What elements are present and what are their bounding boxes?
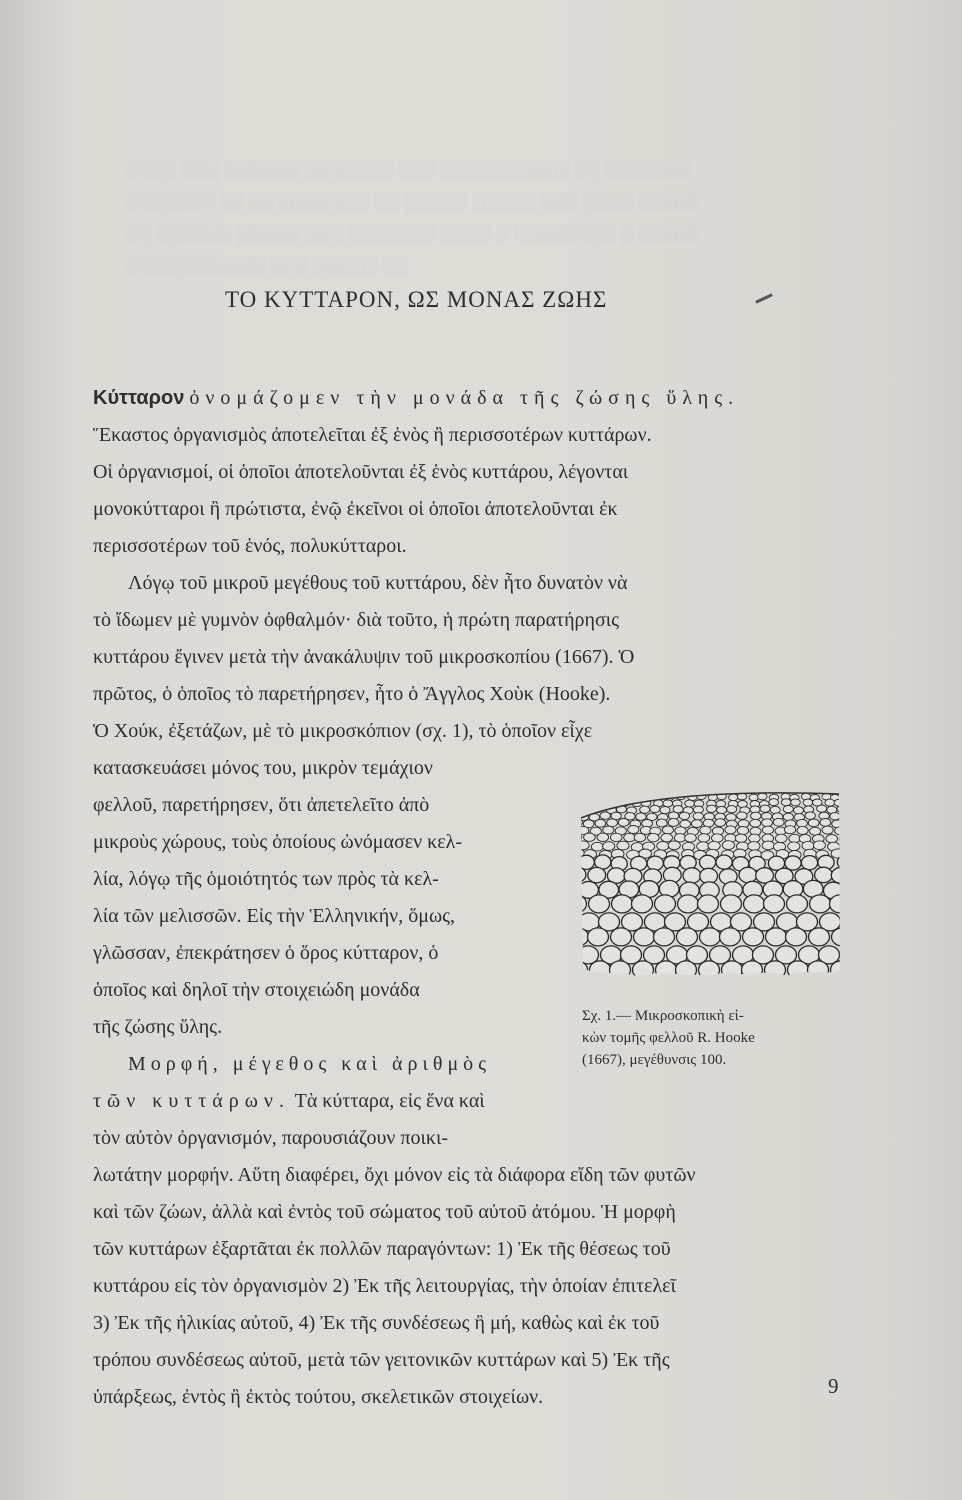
cell xyxy=(584,833,596,841)
cell xyxy=(805,812,815,819)
paragraph-1-line-1 xyxy=(93,383,839,413)
cell xyxy=(722,961,743,979)
text-line: φελλοῦ, παρετήρησεν, ὅτι ἀπετελεῖτο ἀπὸ xyxy=(93,794,430,816)
cell xyxy=(577,793,581,800)
cell xyxy=(841,979,843,983)
cell xyxy=(624,794,633,801)
cell xyxy=(786,928,807,946)
cell xyxy=(831,868,842,883)
cell xyxy=(834,799,842,806)
cell xyxy=(583,794,592,801)
cell xyxy=(820,819,831,827)
cell xyxy=(817,805,827,812)
cell xyxy=(773,818,784,826)
cell xyxy=(648,833,660,841)
cell xyxy=(744,895,765,913)
cell xyxy=(770,806,780,813)
cell xyxy=(743,928,764,946)
spaced-text: ὀνομάζομεν τὴν μονάδα τῆς ζώσης ὕλης. xyxy=(189,387,740,409)
bleed-through-text: ░░░░░░░░░░░ ░░░ ░░░░░ ░░ xyxy=(125,256,407,276)
cell xyxy=(693,806,703,813)
text-line: μικροὺς χώρους, τοὺς ὁποίους ὠνόμασεν κελ- xyxy=(93,831,463,853)
cell xyxy=(749,794,758,801)
text-line: τὸ ἴδωμεν μὲ γυμνὸν ὀφθαλμόν· διὰ τοῦτο, ἡ πρώτη παρατήρησις xyxy=(93,609,620,631)
cell xyxy=(677,928,698,946)
cell xyxy=(700,826,711,834)
cell xyxy=(699,961,720,979)
cell xyxy=(837,805,842,812)
cell xyxy=(769,799,779,806)
figure-caption-line-3: (1667), μεγέθυνσις 100. xyxy=(582,1052,727,1068)
figure-caption-line-2: κὼν τομῆς φελλοῦ R. Hooke xyxy=(582,1030,755,1046)
cell xyxy=(727,806,737,813)
pencil-mark xyxy=(755,293,773,303)
cell xyxy=(588,867,606,882)
cell xyxy=(748,842,760,851)
text-line: τῆς ζώσης ὕλης. xyxy=(93,1016,223,1038)
cell xyxy=(600,979,621,983)
cell xyxy=(611,928,632,946)
cell xyxy=(692,820,703,828)
cell xyxy=(666,979,687,983)
cell xyxy=(577,841,589,850)
section-heading-continued: τῶν κυττάρων. xyxy=(93,1090,290,1112)
cell-grid xyxy=(577,793,842,983)
cell xyxy=(588,928,609,946)
cell xyxy=(831,849,842,858)
cell xyxy=(766,928,787,946)
cell xyxy=(660,807,670,814)
cell xyxy=(679,812,689,819)
cell xyxy=(787,895,808,913)
cell xyxy=(742,961,763,979)
text-line: Λόγῳ τοῦ μικροῦ μεγέθους τοῦ κυττάρου, δὲν ἦτο δυνατὸν νὰ xyxy=(128,572,628,594)
page-title: ΤΟ ΚΥΤΤΑΡΟΝ, ΩΣ ΜΟΝΑΣ ΖΩΗΣ xyxy=(225,287,608,312)
text-line: περισσοτέρων τοῦ ἑνός, πολυκύτταροι. xyxy=(93,535,407,557)
cell xyxy=(634,833,646,841)
cell xyxy=(737,827,748,835)
section-heading: Μορφή, μέγεθος καὶ ἀριθμὸς xyxy=(128,1053,492,1075)
text-line: Οἱ ὀργανισμοί, οἱ ὁποῖοι ἀποτελοῦνται ἐξ ἑνὸς κυττάρου, λέγονται xyxy=(93,461,629,483)
cell xyxy=(809,928,830,946)
cell xyxy=(707,805,717,812)
cell xyxy=(798,979,819,983)
cell xyxy=(788,961,809,979)
cell xyxy=(663,800,673,807)
cell xyxy=(708,841,720,850)
cell xyxy=(685,800,695,807)
cell xyxy=(810,827,821,835)
text-line: τῶν κυττάρων ἐξαρτᾶται ἐκ πολλῶν παραγόντων: 1) Ἐκ τῆς θέσεως τοῦ xyxy=(93,1238,671,1260)
text-fragment: Τὰ κύτταρα, εἰς ἕνα καὶ xyxy=(294,1090,485,1112)
text-line: ὁποῖος καὶ δηλοῖ τὴν στοιχειώδη μονάδα xyxy=(93,979,420,1001)
cell xyxy=(579,799,589,806)
cell xyxy=(676,961,697,979)
cell xyxy=(636,813,646,820)
cell xyxy=(760,805,770,812)
cell xyxy=(758,793,767,800)
cell xyxy=(801,856,817,870)
bleed-through-text: ░░░░ ░░░ ░░░░░░ ░░░░░░░ ░░░ ░░░░░░░░░░ ░░ ░░░░░░░ xyxy=(125,160,693,180)
cell xyxy=(643,979,664,983)
cell xyxy=(697,842,709,851)
cell xyxy=(788,842,800,851)
cell xyxy=(725,826,736,834)
cell xyxy=(835,827,842,835)
page-number: 9 xyxy=(828,1374,839,1398)
cell xyxy=(678,895,699,913)
cell xyxy=(624,833,636,841)
cell xyxy=(612,895,633,913)
cell xyxy=(720,928,741,946)
cell xyxy=(635,793,644,800)
text-line: κυττάρου ἔγινεν μετὰ τὴν ἀνακάλυψιν τοῦ μικροσκοπίου (1667). Ὁ xyxy=(93,646,635,668)
cell xyxy=(654,928,675,946)
cell xyxy=(842,946,843,964)
cell xyxy=(689,979,710,983)
bleed-through-text: ░░ ░░░░░░ ░░░░░ ░░░ ░░░░░░░ ░░░░ ░ ░░░░░░░░ ░ ░░░░░ xyxy=(125,224,702,244)
cell xyxy=(577,805,583,812)
cell xyxy=(721,895,742,913)
cell xyxy=(603,842,615,851)
cell xyxy=(810,895,831,913)
cell xyxy=(775,834,787,842)
cell xyxy=(610,800,620,807)
cell xyxy=(813,841,825,850)
text-line: ὑπάρξεως, ἐντὸς ἢ ἐκτὸς τούτου, σκελετικῶν στοιχείων. xyxy=(93,1386,544,1408)
cell xyxy=(634,928,655,946)
cell xyxy=(785,826,796,834)
cell xyxy=(716,855,732,869)
cell xyxy=(685,834,697,842)
cell xyxy=(822,826,833,834)
cell xyxy=(821,979,842,983)
text-line: λωτάτην μορφήν. Αὕτη διαφέρει, ὄχι μόνον εἰς τὰ διάφορα εἴδη τῶν φυτῶν xyxy=(93,1164,696,1186)
cell xyxy=(650,805,660,812)
cell xyxy=(607,819,618,827)
text-line: λία τῶν μελισσῶν. Εἰς τὴν Ἑλληνικήν, ὅμως, xyxy=(93,905,456,927)
cell xyxy=(693,813,703,820)
cell xyxy=(803,799,813,806)
cell xyxy=(722,841,734,850)
cell xyxy=(590,961,611,979)
cell xyxy=(656,819,667,827)
bleed-through-text: ░░░░░░░ ░░ ░░ ░░░░░░░ ░░ ░░░░░ ░░░░░ ░░░ ░░░░ ░░░░░ xyxy=(125,192,702,212)
cell xyxy=(808,961,829,979)
cell xyxy=(764,895,785,913)
cell xyxy=(825,799,835,806)
cell xyxy=(597,833,609,841)
cell xyxy=(698,895,719,913)
cork-cells-figure xyxy=(577,790,842,983)
cell xyxy=(668,841,680,850)
cell xyxy=(628,826,639,834)
cell xyxy=(832,820,842,828)
cell xyxy=(668,819,679,827)
cell xyxy=(656,961,677,979)
cell xyxy=(603,794,612,801)
text-line: Ἕκαστος ὀργανισμὸς ἀποτελεῖται ἐξ ἑνὸς ἢ περισσοτέρων κυττάρων. xyxy=(93,424,652,446)
cell xyxy=(633,961,654,979)
cell xyxy=(762,819,773,827)
cell xyxy=(802,841,814,850)
cell xyxy=(615,793,624,800)
cell xyxy=(595,793,604,800)
cell xyxy=(657,842,669,851)
text-line: τὸν αὐτὸν ὀργανισμόν, παρουσιάζουν ποικι- xyxy=(93,1127,448,1149)
cell xyxy=(815,867,833,882)
text-line: γλῶσσαν, ἐπεκράτησεν ὁ ὅρος κύτταρον, ὁ xyxy=(93,942,439,964)
cell xyxy=(610,833,622,841)
cell xyxy=(578,855,594,869)
cell xyxy=(755,979,776,983)
cell xyxy=(583,806,593,813)
cell xyxy=(783,806,793,813)
cell xyxy=(595,819,606,827)
bold-term: Κύτταρον xyxy=(93,387,185,409)
text-line: κατασκευάσει μόνος του, μικρὸν τεμάχιον xyxy=(93,757,433,779)
cell xyxy=(588,799,598,806)
cell xyxy=(717,806,727,813)
text-line: πρῶτος, ὁ ὁποῖος τὸ παρετήρησεν, ἦτο ὁ Ἄγγλος Χοὺκ (Hooke). xyxy=(93,683,611,705)
cell xyxy=(729,794,738,801)
cell xyxy=(735,834,747,842)
cell xyxy=(839,835,842,843)
cell xyxy=(577,833,582,841)
cell xyxy=(644,794,653,801)
figure-caption-line-1: Σχ. 1.— Μικροσκοπικὴ εἰ- xyxy=(582,1008,744,1024)
cell xyxy=(830,813,840,820)
cell xyxy=(618,819,629,827)
cell xyxy=(751,812,761,819)
cell xyxy=(715,819,726,827)
cell xyxy=(737,812,747,819)
cell xyxy=(826,835,838,843)
text-line: κυττάρου εἰς τὸν ὀργανισμὸν 2) Ἐκ τῆς λειτουργίας, τὴν ὁποίαν ἐπιτελεῖ xyxy=(93,1275,676,1297)
cell xyxy=(698,834,710,842)
text-line: λία, λόγῳ τῆς ὁμοιότητός των πρὸς τὰ κελ- xyxy=(93,868,439,890)
cell xyxy=(762,841,774,850)
cell xyxy=(640,806,650,813)
cell xyxy=(841,813,842,820)
cell xyxy=(598,799,608,806)
cell xyxy=(791,799,801,806)
cell xyxy=(617,841,629,850)
cell xyxy=(789,834,801,842)
cell xyxy=(785,856,801,870)
cell xyxy=(623,979,644,983)
cell xyxy=(797,826,808,834)
cell xyxy=(589,895,610,913)
cell xyxy=(600,812,610,819)
cell xyxy=(577,979,598,983)
cell xyxy=(661,834,673,842)
cell xyxy=(781,799,791,806)
cell xyxy=(808,819,819,827)
cell xyxy=(683,868,701,883)
text-line: μονοκύτταροι ἢ πρώτιστα, ἐνῷ ἐκεῖνοι οἱ ὁποῖοι ἀποτελοῦνται ἐκ xyxy=(93,498,618,520)
cell xyxy=(765,961,786,979)
cell xyxy=(632,895,653,913)
cell xyxy=(775,979,796,983)
cell xyxy=(709,979,730,983)
cell xyxy=(794,807,804,814)
text-line: 3) Ἐκ τῆς ἡλικίας αὐτοῦ, 4) Ἐκ τῆς συνδέσεως ἢ μή, καθὼς καὶ ἐκ τοῦ xyxy=(93,1312,660,1334)
cell xyxy=(655,895,676,913)
cell xyxy=(700,928,721,946)
cell xyxy=(732,979,753,983)
cell xyxy=(647,856,663,870)
cell xyxy=(762,826,773,834)
text-line: τρόπου συνδέσεως αὐτοῦ, μετὰ τῶν γειτονικῶν κυττάρων καὶ 5) Ἐκ τῆς xyxy=(93,1349,670,1371)
cell xyxy=(750,819,761,827)
text-line: καὶ τῶν ζώων, ἀλλὰ καὶ ἐντὸς τοῦ σώματος τοῦ αὐτοῦ ἀτόμου. Ἡ μορφὴ xyxy=(93,1201,676,1223)
cell xyxy=(610,961,631,979)
cell xyxy=(739,867,757,882)
text-line xyxy=(93,1086,553,1116)
cell xyxy=(783,813,793,820)
cell xyxy=(662,826,673,834)
text-line: Ὁ Χούκ, ἐξετάζων, μὲ τὸ μικροσκόπιον (σχ. 1), τὸ ὁποῖον εἶχε xyxy=(93,720,593,742)
cell xyxy=(700,855,716,869)
